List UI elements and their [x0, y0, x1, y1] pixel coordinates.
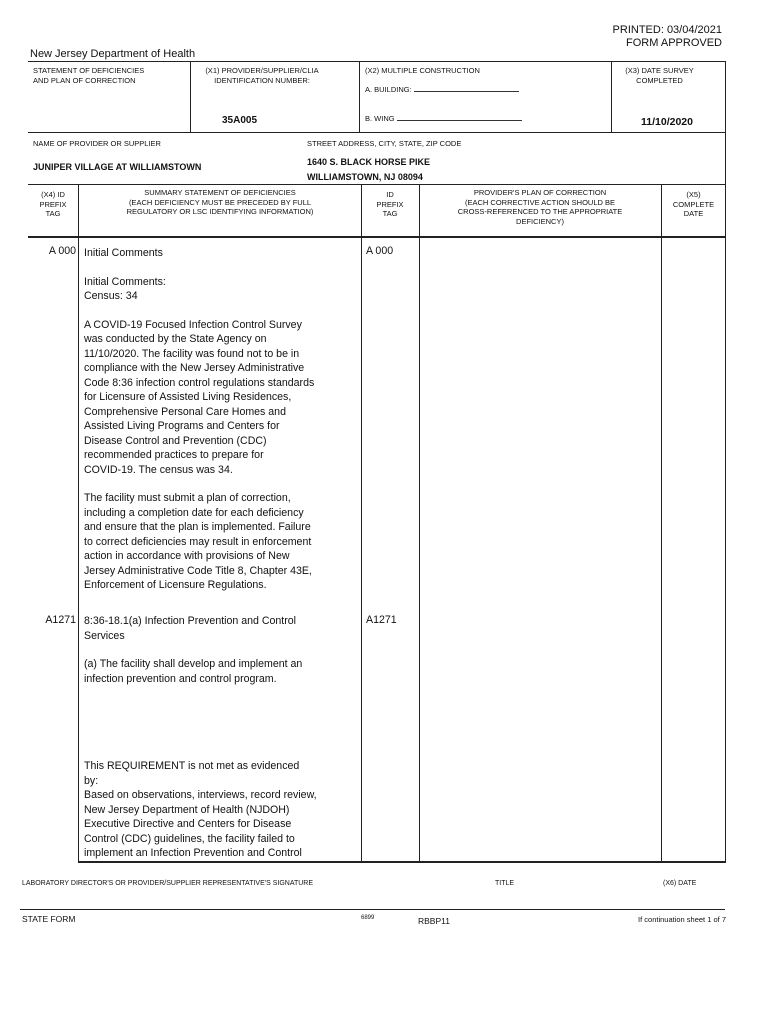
- x2-label: (X2) MULTIPLE CONSTRUCTION: [365, 66, 480, 75]
- agency-name: New Jersey Department of Health: [30, 48, 196, 60]
- id-col-header-3: TAG: [382, 209, 398, 218]
- address-label: STREET ADDRESS, CITY, STATE, ZIP CODE: [307, 139, 462, 148]
- covid-line: compliance with the New Jersey Administrative: [84, 362, 305, 374]
- summary-col-header: SUMMARY STATEMENT OF DEFICIENCIES: [144, 188, 296, 197]
- prefix-tag-a1271: A1271: [45, 614, 76, 626]
- provider-name-label: NAME OF PROVIDER OR SUPPLIER: [33, 139, 161, 148]
- id-tag-a1271: A1271: [366, 614, 397, 626]
- plan-line: action in accordance with provisions of New: [84, 550, 290, 562]
- x3-label-2: COMPLETED: [636, 75, 683, 85]
- covid-line: for Licensure of Assisted Living Residences,: [84, 391, 292, 403]
- covid-line: A COVID-19 Focused Infection Control Survey: [84, 318, 302, 331]
- plan-of-correction-paragraph: [84, 491, 356, 593]
- address-line-2: WILLIAMSTOWN, NJ 08094: [307, 172, 423, 182]
- form-code: 6899: [361, 915, 375, 921]
- reg-text-line: (a) The facility shall develop and implement an: [84, 658, 303, 670]
- regulation-title: [84, 614, 356, 643]
- plan-line: The facility must submit a plan of correction,: [84, 492, 291, 504]
- summary-col-header-3: REGULATORY OR LSC IDENTIFYING INFORMATION): [126, 207, 314, 216]
- survey-date-value: 11/10/2020: [641, 116, 693, 128]
- id-tag-a000: A 000: [366, 245, 394, 257]
- x4-col-header: (X4) ID: [41, 190, 65, 199]
- x5-col-header-2: COMPLETE: [672, 199, 715, 209]
- plan-line: to correct deficiencies may result in enforcement: [84, 535, 312, 548]
- covid-line: Code 8:36 infection control regulations standards: [84, 376, 315, 389]
- building-blank: [414, 83, 519, 92]
- x1-label: (X1) PROVIDER/SUPPLIER/CLIA: [205, 66, 319, 75]
- finding-line: This REQUIREMENT is not met as evidenced: [84, 760, 300, 772]
- statement-label: STATEMENT OF DEFICIENCIES: [33, 66, 145, 75]
- form-status: FORM APPROVED: [626, 37, 722, 49]
- reg-text-line: infection prevention and control program.: [84, 672, 277, 685]
- reg-title-line: 8:36-18.1(a) Infection Prevention and Control: [84, 615, 297, 627]
- id-col-header: ID: [386, 190, 394, 199]
- finding-line: Based on observations, interviews, record review,: [84, 789, 317, 801]
- reg-title-line: Services: [84, 629, 125, 642]
- signature-label: LABORATORY DIRECTOR'S OR PROVIDER/SUPPLIER REPRESENTATIVE'S SIGNATURE: [22, 880, 314, 887]
- regulation-text: [84, 657, 356, 686]
- printed-date: PRINTED: 03/04/2021: [612, 24, 722, 36]
- plan-line: Jersey Administrative Code Title 8, Chapter 43E,: [84, 564, 312, 577]
- finding-line: New Jersey Department of Health (NJDOH): [84, 803, 290, 816]
- plan-col-header-2: (EACH CORRECTIVE ACTION SHOULD BE: [464, 197, 616, 207]
- covid-line: 11/10/2020. The facility was found not to be in: [84, 347, 300, 360]
- finding-line: by:: [84, 774, 99, 787]
- wing-label: B. WING: [365, 114, 395, 123]
- plan-col-header-3: CROSS-REFERENCED TO THE APPROPRIATE: [457, 207, 623, 216]
- state-form-label: STATE FORM: [22, 914, 76, 924]
- date-label: (X6) DATE: [663, 880, 697, 887]
- x3-label: (X3) DATE SURVEY: [625, 66, 694, 75]
- plan-line: and ensure that the plan is implemented. Failure: [84, 521, 311, 533]
- covid-line: Assisted Living Programs and Centers for: [84, 420, 280, 432]
- id-col-header-2: PREFIX: [376, 199, 404, 209]
- finding-paragraph: [84, 759, 356, 861]
- census-text: Census: 34: [84, 290, 138, 302]
- x4-col-header-2: PREFIX: [39, 199, 67, 209]
- x4-col-header-3: TAG: [45, 209, 61, 218]
- building-label: A. BUILDING:: [365, 85, 412, 94]
- plan-line: Enforcement of Licensure Regulations.: [84, 579, 267, 591]
- summary-col-header-2: (EACH DEFICIENCY MUST BE PRECEDED BY FULL: [128, 197, 312, 207]
- plan-col-header: PROVIDER'S PLAN OF CORRECTION: [473, 188, 607, 197]
- provider-id-value: 35A005: [222, 115, 258, 126]
- covid-line: was conducted by the State Agency on: [84, 333, 267, 345]
- title-label: TITLE: [495, 880, 515, 887]
- statement-label-2: AND PLAN OF CORRECTION: [33, 75, 136, 85]
- covid-line: Comprehensive Personal Care Homes and: [84, 405, 286, 418]
- provider-name: JUNIPER VILLAGE AT WILLIAMSTOWN: [33, 162, 202, 172]
- covid-line: recommended practices to prepare for: [84, 449, 264, 461]
- covid-line: COVID-19. The census was 34.: [84, 463, 233, 476]
- wing-blank: [397, 112, 522, 121]
- event-id: RBBP11: [418, 916, 450, 926]
- plan-col-header-4: DEFICIENCY): [516, 216, 564, 226]
- x5-col-header-3: DATE: [683, 209, 704, 218]
- initial-comments-title: Initial Comments: [84, 247, 163, 259]
- prefix-tag-a000: A 000: [48, 245, 76, 257]
- finding-line: implement an Infection Prevention and Control: [84, 847, 302, 859]
- finding-line: Executive Directive and Centers for Disease: [84, 818, 292, 830]
- continuation-sheet: If continuation sheet 1 of 7: [638, 915, 726, 924]
- x1-label-2: IDENTIFICATION NUMBER:: [214, 75, 310, 85]
- finding-line: Control (CDC) guidelines, the facility failed to: [84, 832, 295, 845]
- covid-survey-paragraph: [84, 318, 356, 478]
- address-line-1: 1640 S. BLACK HORSE PIKE: [307, 157, 431, 167]
- plan-line: including a completion date for each deficiency: [84, 506, 304, 519]
- initial-comments-label: Initial Comments:: [84, 275, 166, 288]
- covid-line: Disease Control and Prevention (CDC): [84, 434, 267, 447]
- x5-col-header: (X5): [686, 190, 701, 199]
